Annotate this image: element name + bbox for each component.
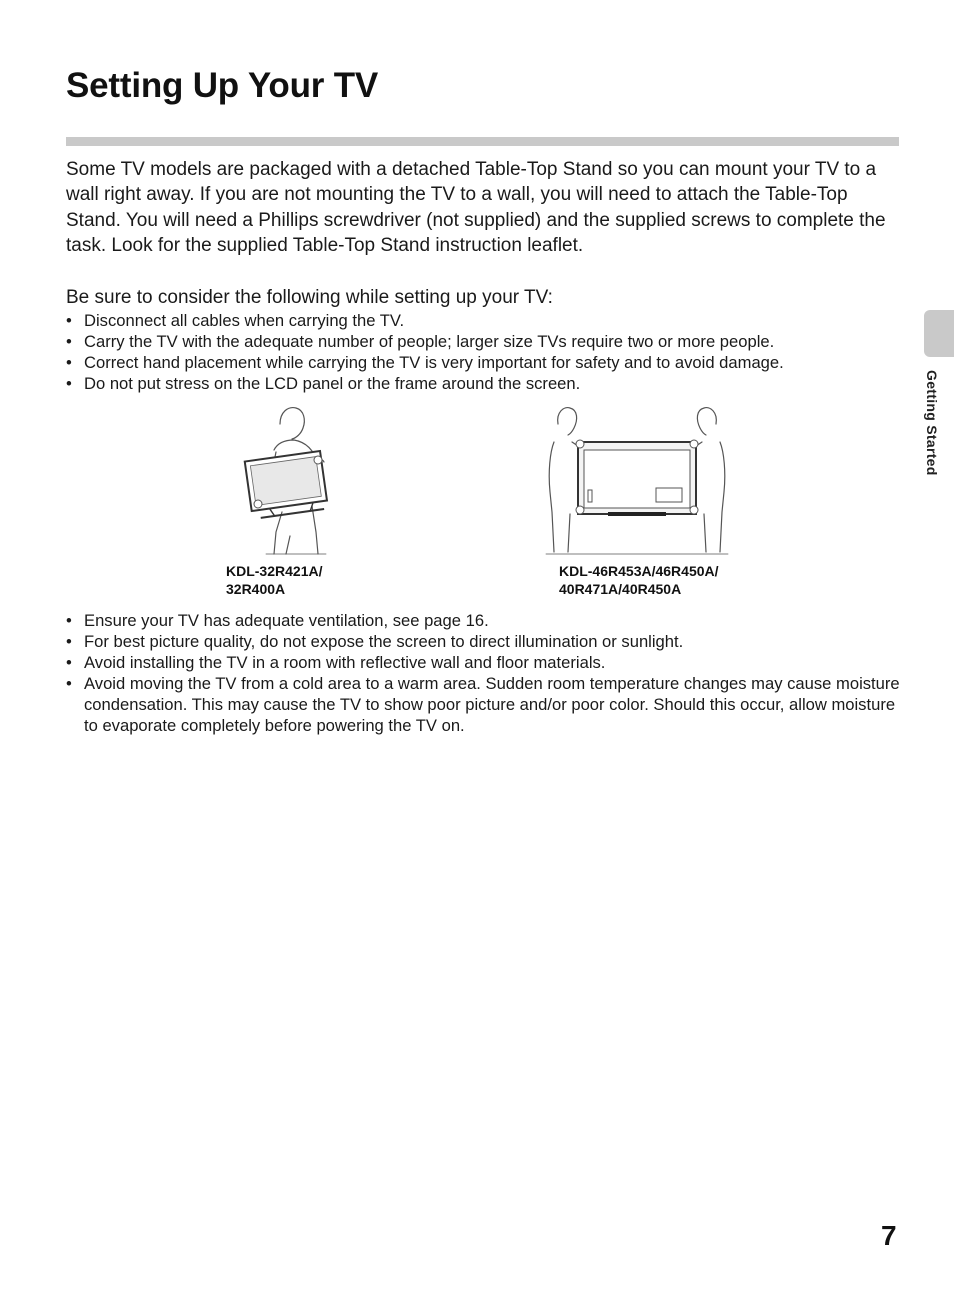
lead-sentence: Be sure to consider the following while setting up your TV: <box>66 287 553 308</box>
list-item: • For best picture quality, do not expose the screen to direct illumination or sunlight. <box>66 631 902 652</box>
intro-paragraph: Some TV models are packaged with a detached Table-Top Stand so you can mount your TV to a wall right away. If you are not mounting the TV to a wall, you will need to attach the Table-Top Stand. You will need a Phillips screwdriver (not supplied) and the supplied screws to complete the task. Look for the supplied Table-Top Stand instruction leaflet. <box>66 159 886 256</box>
title-divider <box>66 137 899 146</box>
list-item: • Avoid moving the TV from a cold area to a warm area. Sudden room temperature changes may cause moisture condensation. This may cause the TV to show poor picture and/or poor color. Should this occur, allow moisture to evaporate completely before powering the TV on. <box>66 673 902 736</box>
list-item: • Ensure your TV has adequate ventilation, see page 16. <box>66 610 902 631</box>
list-item: • Avoid installing the TV in a room with reflective wall and floor materials. <box>66 652 902 673</box>
list-item: • Correct hand placement while carrying the TV is very important for safety and to avoid damage. <box>66 352 902 373</box>
caption-line: KDL-32R421A/ <box>226 563 323 579</box>
figure-caption-large-tv <box>559 562 719 598</box>
one-person-carrying-tv-illustration <box>236 402 346 557</box>
caption-line: 32R400A <box>226 581 286 597</box>
section-tab-marker <box>924 310 954 357</box>
list-item: • Carry the TV with the adequate number of people; larger size TVs require two or more people. <box>66 331 902 352</box>
section-tab-label: Getting Started <box>924 370 940 476</box>
list-item: • Disconnect all cables when carrying the TV. <box>66 310 902 331</box>
page-title: Setting Up Your TV <box>66 66 379 105</box>
page-number: 7 <box>881 1220 897 1251</box>
carry-bullet-list <box>66 310 902 394</box>
two-people-carrying-tv-illustration <box>542 402 732 557</box>
caption-line: KDL-46R453A/46R450A/ <box>559 563 719 579</box>
figure-caption-small-tv <box>226 562 322 598</box>
caption-line: 40R471A/40R450A <box>559 581 682 597</box>
list-item: • Do not put stress on the LCD panel or the frame around the screen. <box>66 373 902 394</box>
placement-bullet-list <box>66 610 902 736</box>
